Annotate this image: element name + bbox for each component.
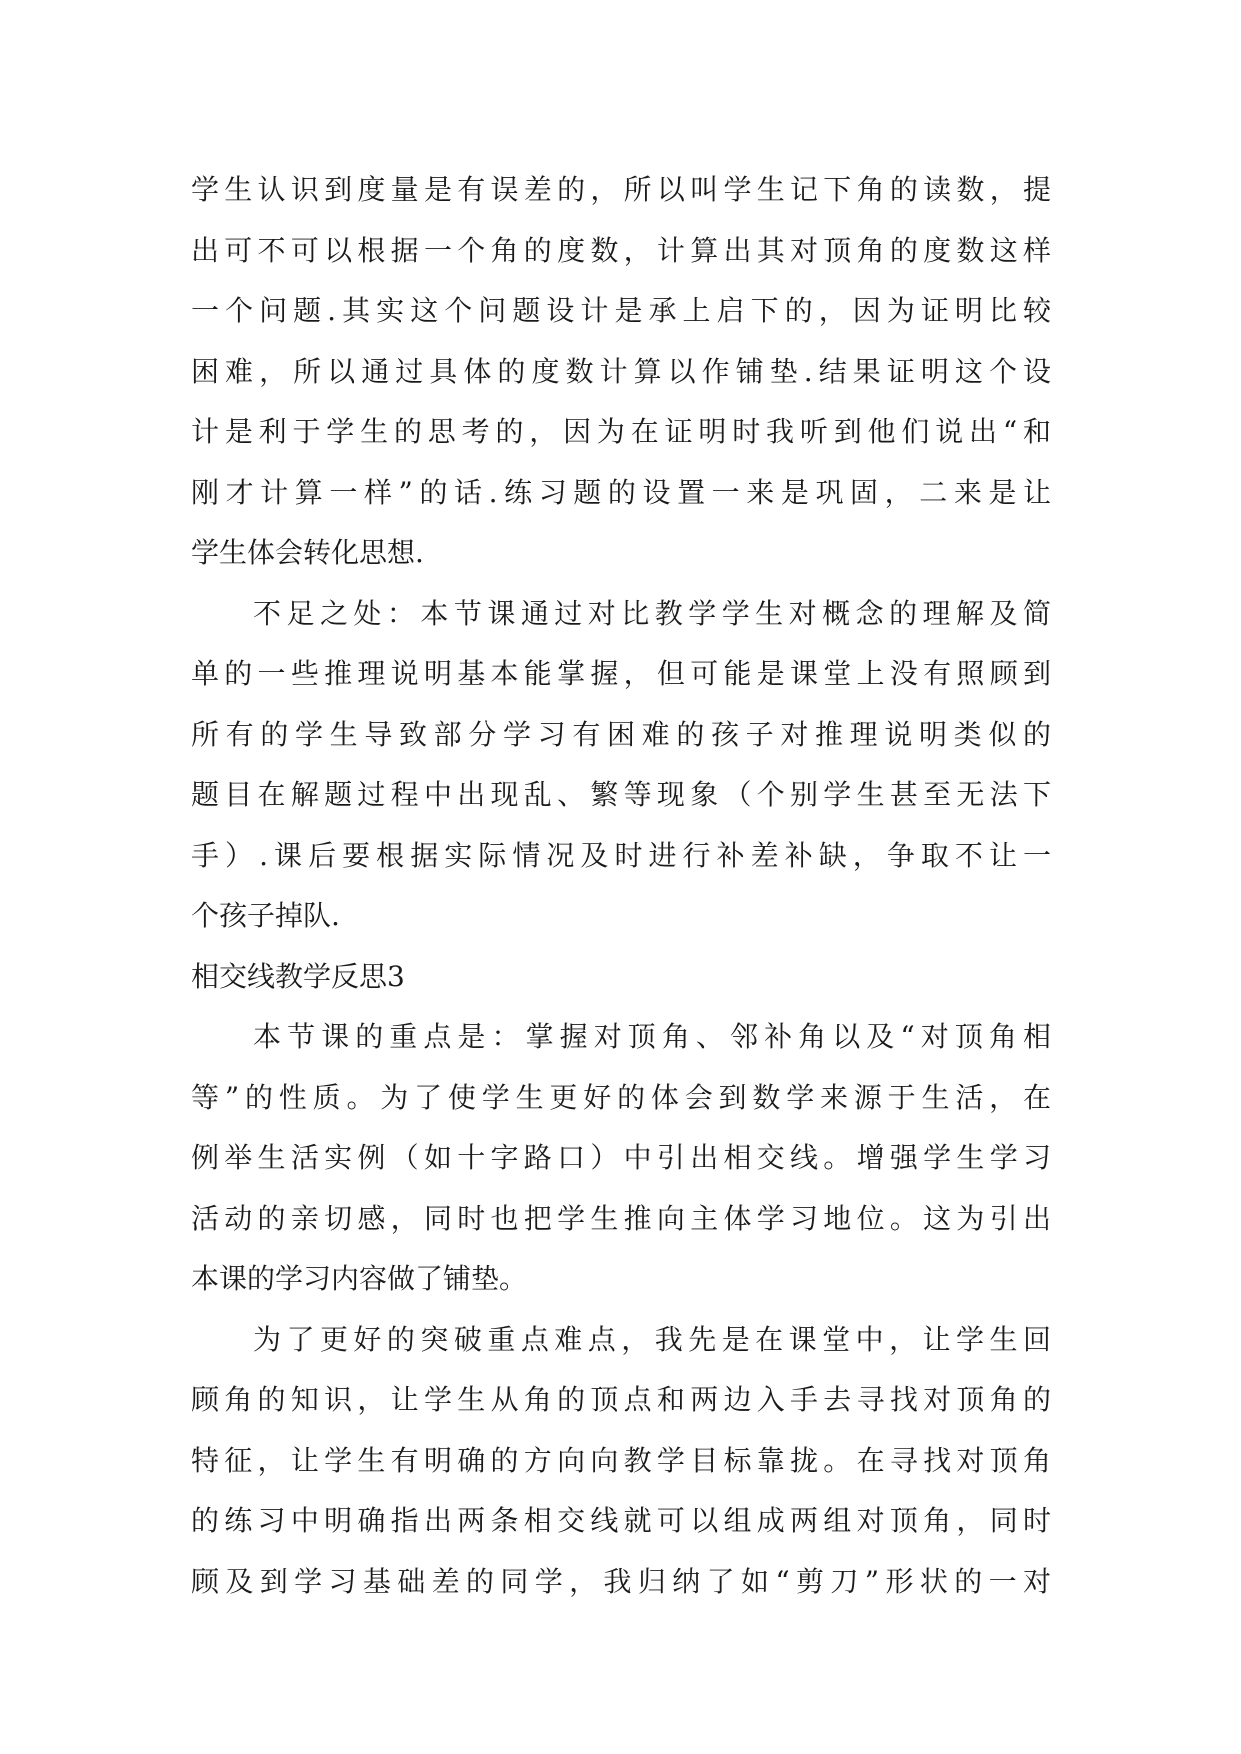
text-line: 所有的学生导致部分学习有困难的孩子对推理说明类似的: [191, 717, 1051, 751]
text-line: 活动的亲切感，同时也把学生推向主体学习地位。这为引出: [191, 1201, 1051, 1235]
paragraph-measurement-error: [191, 160, 1051, 584]
text-line: 特征，让学生有明确的方向向教学目标靠拢。在寻找对顶角: [191, 1443, 1051, 1477]
text-line: 的练习中明确指出两条相交线就可以组成两组对顶角，同时: [191, 1504, 1051, 1537]
text-line: 刚才计算一样”的话.练习题的设置一来是巩固，二来是让: [191, 475, 1051, 509]
text-line: 困难，所以通过具体的度数计算以作铺垫.结果证明这个设: [191, 354, 1051, 388]
text-line: 计是利于学生的思考的，因为在证明时我听到他们说出“和: [191, 415, 1051, 448]
text-line: 学生体会转化思想.: [191, 536, 424, 569]
text-line: 题目在解题过程中出现乱、繁等现象（个别学生甚至无法下: [191, 778, 1051, 811]
text-line: 为了更好的突破重点难点，我先是在课堂中，让学生回: [253, 1322, 1051, 1356]
text-line: 例举生活实例（如十字路口）中引出相交线。增强学生学习: [191, 1141, 1051, 1174]
text-line: 单的一些推理说明基本能掌握，但可能是课堂上没有照顾到: [191, 657, 1051, 690]
text-line: 个孩子掉队.: [191, 899, 340, 932]
text-line: 不足之处：本节课通过对比教学学生对概念的理解及简: [253, 596, 1051, 630]
text-line: 手）.课后要根据实际情况及时进行补差补缺，争取不让一: [191, 838, 1051, 872]
paragraph-breakthrough: [191, 1310, 1051, 1613]
text-line: 一个问题.其实这个问题设计是承上启下的，因为证明比较: [191, 294, 1051, 327]
text-line: 顾角的知识，让学生从角的顶点和两边入手去寻找对顶角的: [191, 1383, 1051, 1416]
paragraph-key-points: [191, 1007, 1051, 1310]
text-line: 本节课的重点是：掌握对顶角、邻补角以及“对顶角相: [253, 1020, 1051, 1053]
section-heading: [191, 947, 1051, 1008]
text-line: 出可不可以根据一个角的度数，计算出其对顶角的度数这样: [191, 233, 1051, 267]
text-line: 等”的性质。为了使学生更好的体会到数学来源于生活，在: [191, 1080, 1051, 1114]
document-body: [191, 160, 1051, 1612]
text-line: 学生认识到度量是有误差的，所以叫学生记下角的读数，提: [191, 173, 1051, 206]
section-title: 相交线教学反思3: [191, 959, 405, 993]
paragraph-shortcomings: [191, 584, 1051, 947]
text-line: 顾及到学习基础差的同学，我归纳了如“剪刀”形状的一对: [191, 1564, 1051, 1598]
text-line: 本课的学习内容做了铺垫。: [191, 1262, 528, 1295]
